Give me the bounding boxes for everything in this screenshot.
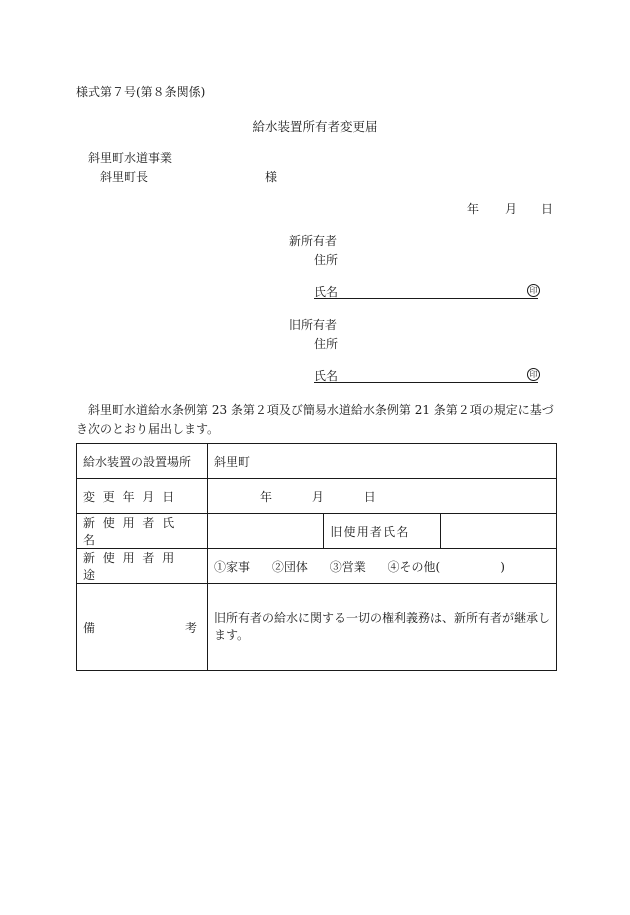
old-owner-name-label: 氏名: [314, 369, 339, 383]
change-date-year: 年: [260, 489, 273, 504]
remarks-text: 旧所有者の給水に関する一切の権利義務は、新所有者が継承します。: [214, 611, 551, 642]
change-date-value: [208, 479, 557, 514]
usage-option-other: ④その他( ): [387, 559, 505, 574]
addressee-recipient: 斜里町長: [100, 170, 149, 184]
old-owner-heading: 旧所有者: [289, 318, 338, 332]
new-user-value: [208, 514, 324, 549]
old-user-value: [440, 514, 556, 549]
usage-option-business: ③営業: [329, 559, 366, 574]
change-date-label-text: 変更年月日: [83, 489, 183, 504]
table-row: [77, 514, 557, 549]
change-date-month: 月: [311, 489, 324, 504]
new-owner-name-label: 氏名: [314, 285, 339, 299]
change-date-day: 日: [363, 489, 376, 504]
old-owner-seal-icon: 印: [527, 368, 540, 381]
remarks-label-right: 考: [184, 620, 197, 635]
remarks-value: [208, 584, 557, 671]
location-value-text: 斜里町: [214, 454, 251, 469]
new-user-label: [77, 514, 208, 549]
old-owner-address-label: 住所: [314, 337, 339, 351]
date-day-label: 日: [541, 202, 554, 216]
old-owner-name-line: [314, 382, 538, 383]
usage-option-organization: ②団体: [271, 559, 308, 574]
old-user-label-text: 旧使用者氏名: [330, 524, 410, 539]
date-month-label: 月: [505, 202, 518, 216]
location-value: [208, 444, 557, 479]
usage-label: [77, 549, 208, 584]
new-owner-address-label: 住所: [314, 253, 339, 267]
remarks-label: [77, 584, 208, 671]
location-label: [77, 444, 208, 479]
statement-text: 斜里町水道給水条例第 23 条第２項及び簡易水道給水条例第 21 条第２項の規定に基づき次のとおり届出します。: [76, 403, 554, 436]
new-owner-heading: 新所有者: [289, 234, 338, 248]
form-number: 様式第７号(第８条関係): [76, 85, 206, 99]
table-row: [77, 479, 557, 514]
new-owner-name-line: [314, 298, 538, 299]
usage-option-household: ①家事: [214, 559, 251, 574]
usage-options: [208, 549, 557, 584]
usage-label-text: 新使用者用途: [83, 551, 183, 582]
old-user-label: [324, 514, 440, 549]
table-row: [77, 549, 557, 584]
table-row: [77, 444, 557, 479]
form-table: [76, 443, 557, 671]
table-row: [77, 584, 557, 671]
change-date-label: [77, 479, 208, 514]
new-user-label-text: 新使用者氏名: [83, 516, 183, 547]
date-year-label: 年: [467, 202, 480, 216]
remarks-label-left: 備: [83, 620, 96, 635]
new-owner-seal-icon: 印: [527, 284, 540, 297]
addressee-organization: 斜里町水道事業: [88, 151, 173, 165]
document-title: 給水装置所有者変更届: [252, 119, 378, 134]
location-label-text: 給水装置の設置場所: [83, 454, 192, 469]
addressee-honorific: 様: [265, 170, 278, 184]
